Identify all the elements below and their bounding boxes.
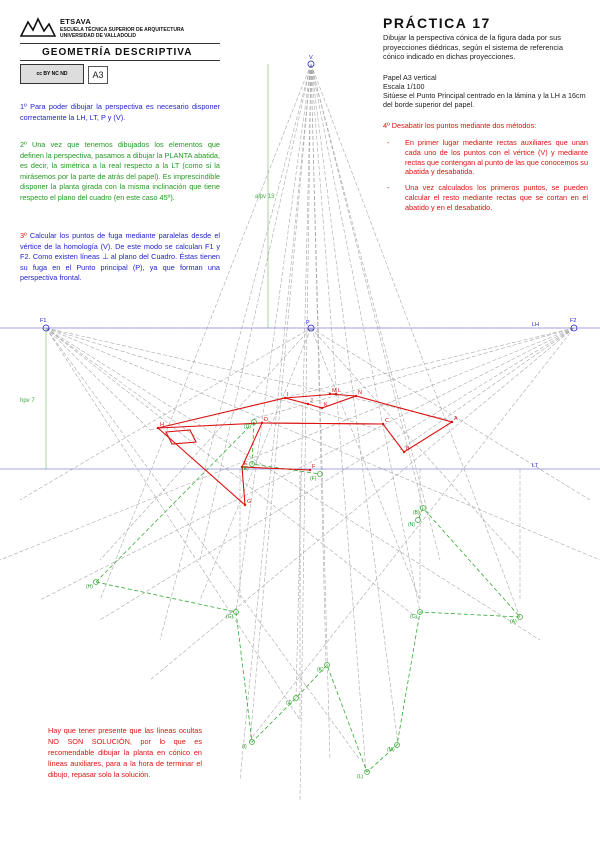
plan-point-label: (I) <box>242 744 247 750</box>
note-3 <box>20 231 220 284</box>
auxiliary-line <box>46 328 600 560</box>
auxiliary-line <box>0 328 574 560</box>
plan-point-label: (A) <box>510 619 517 625</box>
plan-abatida <box>96 422 520 772</box>
perspective-polyline <box>262 423 383 424</box>
auxiliary-line <box>250 328 574 740</box>
spec-scale: Escala 1/100 <box>383 82 425 91</box>
plan-point-label: (F) <box>310 476 317 482</box>
license-badge <box>20 64 84 84</box>
note-4-number: 4º <box>383 121 390 130</box>
perspective-point-marker <box>309 469 311 471</box>
vertical-dimension-label: alpv 13 <box>255 194 275 200</box>
exercise-statement: Dibujar la perspectiva cónica de la figura dada por sus proyecciones diédricas, según el sistema de referencia cónico indicado en dichas proyecciones. <box>383 33 563 62</box>
plan-point-label: (C) <box>410 614 417 620</box>
perspective-point-label: C <box>385 418 389 424</box>
auxiliary-line <box>300 64 311 800</box>
principal-point-label: P <box>306 320 310 326</box>
perspective-point-label: H <box>160 422 164 428</box>
auxiliary-line <box>311 328 590 500</box>
header-divider-2 <box>20 60 220 61</box>
note-4-bullet: - En primer lugar mediante rectas auxiliares que unan cada uno de los puntos con el vértice (V) y mediante rectas que contengan al punto de las que conocemos su abatida y desabatida. <box>383 138 588 177</box>
plan-polyline <box>96 422 254 582</box>
note-1-text: Para poder dibujar la perspectiva es necesario disponer correctamente la LH, LT, P y (V). <box>20 102 220 122</box>
perspective-point-label: F <box>312 464 316 470</box>
plan-point-label: (K) <box>317 667 324 673</box>
logo-mark-icon <box>20 16 56 38</box>
perspective-point-label: J <box>310 398 313 404</box>
vanishing-right-label: F2 <box>570 318 577 324</box>
auxiliary-line <box>150 328 574 680</box>
note-4-bullets <box>383 138 588 219</box>
plan-point-label: (M) <box>387 747 395 753</box>
perspective-polyline <box>158 423 310 505</box>
note-1-number: 1º <box>20 102 27 111</box>
perspective-point-marker <box>382 423 384 425</box>
note-3-number: 3º <box>20 231 27 240</box>
auxiliary-line <box>40 328 574 600</box>
school-full-name-1: ESCUELA TÉCNICA SUPERIOR DE ARQUITECTURA <box>60 27 185 33</box>
plan-polyline <box>236 508 520 772</box>
sheet-size-badge: A3 <box>88 66 108 84</box>
note-2 <box>20 140 220 204</box>
note-4 <box>383 121 588 132</box>
auxiliary-line <box>46 328 300 720</box>
auxiliary-line <box>200 328 311 600</box>
plan-point-label: (B) <box>413 510 420 516</box>
note-4-text: Desabatir los puntos mediante dos métodos: <box>391 121 537 130</box>
plan-polyline <box>96 582 236 612</box>
plan-point-label: (E) <box>242 466 249 472</box>
perspective-point-label: B <box>406 446 410 452</box>
auxiliary-line <box>100 328 311 560</box>
perspective-detail <box>166 430 196 444</box>
auxiliary-line <box>100 328 574 620</box>
license-badge-text: cc BY NC ND <box>36 71 68 77</box>
perspective-point-label: G <box>247 499 252 505</box>
school-full-name-2: UNIVERSIDAD DE VALLADOLID <box>60 33 137 39</box>
perspective-point-marker <box>355 395 357 397</box>
perspective-point-marker <box>403 451 405 453</box>
perspective-point-label: M <box>332 388 337 394</box>
subject-title: GEOMETRÍA DESCRIPTIVA <box>42 47 193 58</box>
school-logo <box>20 16 56 38</box>
horizon-dimension-label: hpv 7 <box>20 398 35 404</box>
perspective-point-marker <box>321 407 323 409</box>
note-3-text: Calcular los puntos de fuga mediante paralelas desde el vértice de la homología (V). De este modo se calculan F1 y F2. Como existen líneas ⊥ al plano del Cuadro. Éstas tienen su fuga en el Punto principal (P), ya que forman una perspectiva frontal. <box>20 231 221 283</box>
plan-point-label: (L) <box>357 774 364 780</box>
perspective-point-label: K <box>324 402 328 408</box>
note-2-text: Una vez que tenemos dibujados los elementos que definen la perspectiva, pasamos a dibujar la PLANTA abatida, es decir, la simétrica a la real respecto a la LT (como si la mirásemos por la parte de atrás del papel). Es imprescindible disponer la planta girada con la misma inclinación que tiene respecto el plano del cuadro (en este caso 45º). <box>20 140 220 202</box>
perspective-point-marker <box>157 427 159 429</box>
note-4-bullet: - Una vez calculados los primeros puntos, se pueden calcular el resto mediante rectas que se cortan en el abatido y en el desabatido. <box>383 183 588 212</box>
perspective-point-marker <box>307 403 309 405</box>
auxiliary-line <box>240 64 311 780</box>
auxiliary-line <box>200 64 311 560</box>
auxiliary-line <box>20 328 311 500</box>
perspective-point-marker <box>284 397 286 399</box>
perspective-point-label: D <box>264 417 268 423</box>
plan-point-label: (D) <box>244 424 251 430</box>
plan-point-label: (N) <box>408 522 415 528</box>
perspective-point-label: I <box>287 392 289 398</box>
perspective-point-marker <box>244 504 246 506</box>
note-2-number: 2º <box>20 140 27 149</box>
horizon-label: LH <box>532 322 540 328</box>
plan-point-label: (H) <box>86 584 93 590</box>
school-name: ETSAVA <box>60 17 92 26</box>
perspective-point-label: L <box>338 388 342 394</box>
spec-paper: Papel A3 vertical <box>383 73 437 82</box>
auxiliary-line <box>311 64 330 760</box>
plan-point-label: (J) <box>286 700 292 706</box>
header-divider <box>20 43 220 44</box>
perspective-point-marker <box>261 422 263 424</box>
ground-label: LT <box>532 463 539 469</box>
auxiliary-line <box>46 328 150 430</box>
perspective-point-marker <box>329 393 331 395</box>
perspective-point-marker <box>451 421 453 423</box>
plan-point-label: (G) <box>226 614 234 620</box>
practice-title: PRÁCTICA 17 <box>383 15 491 31</box>
perspective-point-label: N <box>358 390 362 396</box>
bottom-note: Hay que tener presente que las líneas ocultas NO SON SOLUCIÓN, por lo que es recomendable dibujar la planta en cónico en líneas auxiliares, para a la hora de terminar el dibujo, repasar solo la solución. <box>48 726 202 779</box>
perspective-point-label: A <box>454 416 458 422</box>
auxiliary-line <box>46 328 540 640</box>
note-1 <box>20 102 220 123</box>
perspective-point-label: E <box>244 461 248 467</box>
auxiliary-line <box>46 328 360 760</box>
vertex-label: V <box>309 55 313 61</box>
auxiliary-line <box>296 64 311 698</box>
plan-point-marker <box>325 663 330 668</box>
spec-placement: Sitúese el Punto Principal centrado en la lámina y la LH a 16cm del borde superior del papel. <box>383 91 586 110</box>
vanishing-left-label: F1 <box>40 318 47 324</box>
auxiliary-line <box>400 328 574 450</box>
